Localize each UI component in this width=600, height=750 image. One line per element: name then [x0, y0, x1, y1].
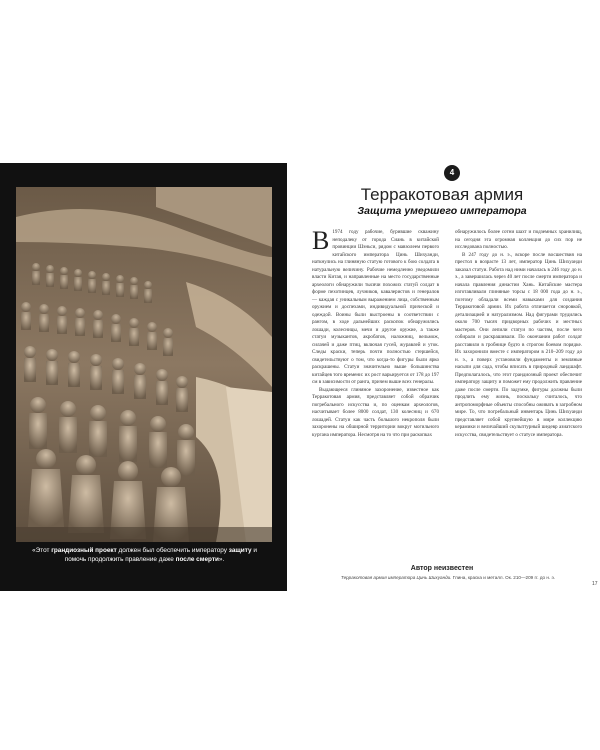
- paragraph: В 1974 году рабочие, бурившие скважину неподалеку от города Сиань в китайской провинции Шэньси, рядом с мавзолеем первого китайского императора Цинь Шихуанди, наткнулись на глиняную статую готового к бою солдата в натуральную величину. Рабочие немедленно уведомили власти Китая, и направленные на место государственные археологи обнаружили тысячи похожих статуй солдат в форме пехотинцев, лучников, кавалеристов и генералов — каждая с уникальным выражением лица, собственным оружием и доспехами, индивидуальной прической и одеждой. Воины были выстроены в соответствии с рангом, в ходе дальнейших раскопок обнаружились лошади, колесницы, мечи и другое оружие, а также статуи музыкантов, акробатов, наложниц, вельмож, силачей и даже птиц, включая гусей, журавлей и уток. Следы краски, теперь почти полностью стершейся, свидетельствуют о том, что когда-то фигуры были ярко раскрашены. Статуи значительно выше большинства китайцев того времени: их рост варьируется от 178 до 197 см в зависимости от ранга, причем выше всех генералы.: [312, 226, 439, 385]
- page-subtitle: Защита умершего императора: [357, 205, 527, 217]
- left-page: [0, 163, 287, 591]
- page-number: 17: [592, 581, 598, 587]
- paragraph: Выдающееся глиняное захоронение, известное как Терракотовая армия, представляет собой образчик погребального искусства и, по оценкам археологов, насчитывает более 8000 солдат, 130 колесниц и 670 лошадей. Статуи как часть большого некрополя были захоронены на обширной территории вокруг могильного кургана императора. Несмотря на то что при раскопках: [312, 386, 439, 438]
- text-column-2: [455, 229, 582, 439]
- right-page: [287, 163, 600, 591]
- artwork-caption: Терракотовая армия императора Цинь Шихуанди. Глина, краска и металл. Ок. 210—209 гг. до н. э.: [340, 575, 556, 580]
- text-column-1: [312, 226, 439, 439]
- terracotta-army-photo: [16, 187, 272, 587]
- paragraph: обнаружилось более сотни шахт и подземных хранилищ, на сегодня эта огромная коллекция до сих пор не исследована полностью.: [455, 229, 582, 250]
- drop-cap: В: [312, 226, 330, 255]
- paragraph: В 247 году до н. э., вскоре после восшествия на престол в возрасте 13 лет, император Цинь Шихуанди заказал статуи. Работа над ними началась в 246 году до н. э., а завершилась через 40 лет после смерти императора и начала правления династии Хань. Китайские мастера изготавливали глиняные торсы с 18 000 года до н. э., поэтому обладали всеми навыками для создания Терракотовой армии. Их работа отличается сноровкой, детализацией и натурализмом. Над фигурами трудились около 700 тысяч придворных рабочих и местных мастеров. Они лепили статуи по частям, после чего собирали и раскрашивали. По окончании работ солдат расставили в гробнице будто в строгом боевом порядке. Их захоронили вместе с императором в 210–209 году до н. э., а поверх установили фундаменты и земляные насыпи для сада, чтобы вписать в природный ландшафт. Предполагалось, что этот грандиозный проект обеспечит императору защиту и поможет ему продолжить правление даже после смерти. По задумке, фигуры должны были продлить ему жизнь, поскольку считалось, что антропоморфные объекты способны оживать в загробном мире. То, что погребальный инвентарь Цинь Шихуанди представляет собой крупнейшую в мире коллекцию керамики и величайший скульптурный шедевр азиатского искусства, свидетельствует о статусе императора.: [455, 251, 582, 438]
- book-spread: [0, 163, 600, 591]
- chapter-number-badge: 4: [444, 165, 460, 181]
- page-title: Терракотовая армия: [360, 185, 524, 204]
- artwork-author: Автор неизвестен: [410, 565, 474, 572]
- pull-quote: «Этот грандиозный проект должен был обеспечить императору защиту и помочь продолжить правление даже после смерти».: [32, 547, 257, 563]
